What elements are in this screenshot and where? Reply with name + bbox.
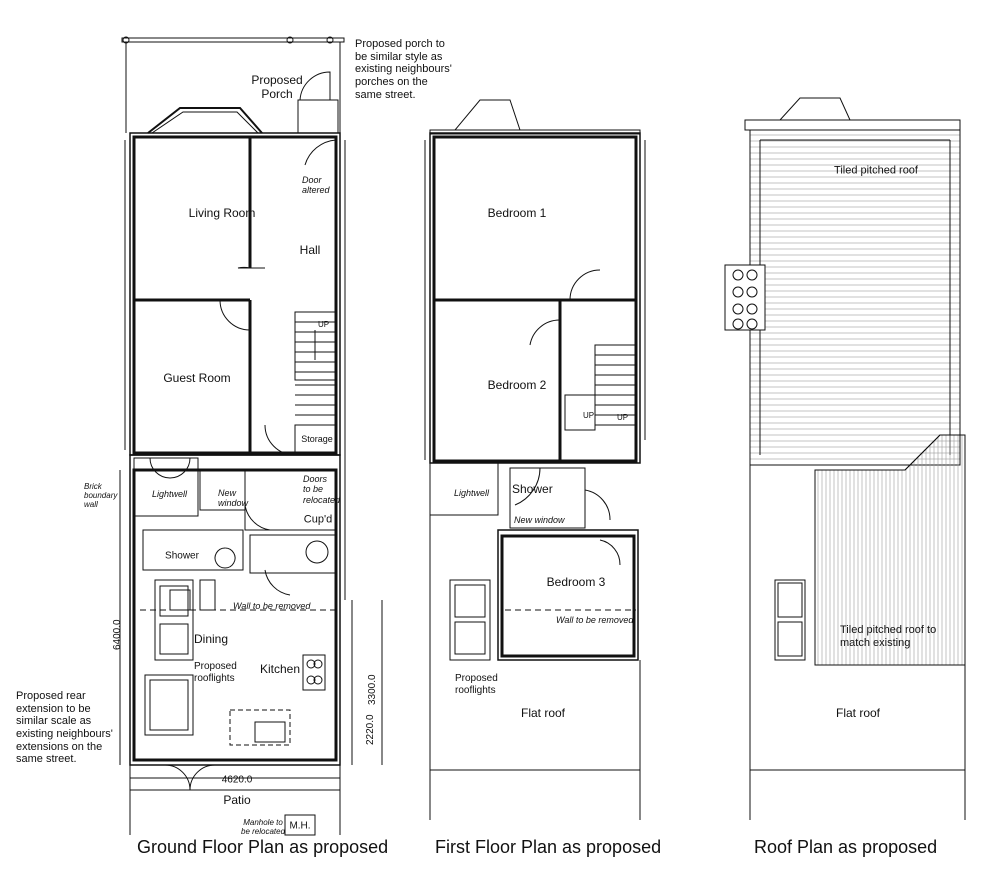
first-bay-roof	[455, 100, 520, 130]
first-shower-label: Shower	[512, 482, 553, 496]
tiled-match-label: Tiled pitched roof to match existing	[840, 624, 937, 649]
dim-2220-label: 2220.0	[365, 714, 376, 745]
ground-floor-plan	[120, 37, 382, 835]
first-up-label-1: UP	[583, 411, 595, 420]
porch-note: Proposed porch to be similar style as existing neighbours' porches on the same street.	[355, 38, 452, 101]
living-room-label: Living Room	[188, 206, 256, 221]
bedroom3-label: Bedroom 3	[546, 575, 606, 590]
dining-table-rooflight	[155, 580, 193, 660]
first-rooflights-label: Proposed rooflights	[455, 673, 498, 696]
bedroom1-label: Bedroom 1	[487, 206, 547, 221]
first-flat-roof-label: Flat roof	[520, 706, 566, 721]
first-rooflight-pane	[455, 622, 485, 654]
kitchen-label: Kitchen	[259, 662, 301, 677]
manhole-label: Manhole to be relocated	[241, 818, 286, 837]
kitchen-door-swing	[265, 570, 290, 595]
first-up-label-2: UP	[617, 413, 629, 422]
cupd-label: Cup'd	[303, 513, 333, 526]
ground-up-label: UP	[318, 320, 330, 329]
storage-label: Storage	[301, 433, 333, 444]
chimney-stack	[725, 265, 765, 330]
porch-door-swing	[300, 72, 330, 100]
basin-symbol	[215, 548, 235, 568]
ground-lightwell-label: Lightwell	[152, 489, 188, 499]
porch-outline	[298, 100, 338, 133]
sink-symbol	[255, 722, 285, 742]
shower-door	[585, 490, 610, 520]
door-altered-label: Door altered	[302, 175, 330, 196]
roof-bay	[780, 98, 850, 120]
first-rooflight	[450, 580, 490, 660]
first-floor-title: First Floor Plan as proposed	[435, 837, 662, 857]
sofa-seat	[150, 680, 188, 730]
ground-shower-label: Shower	[165, 550, 199, 562]
bedroom3-outer	[498, 530, 638, 660]
guest-room-label: Guest Room	[163, 371, 231, 386]
patio-label: Patio	[223, 793, 251, 808]
roof-front-edge	[745, 120, 960, 130]
roof-plan-title: Roof Plan as proposed	[754, 837, 938, 857]
storage-door-swing	[265, 425, 295, 455]
guest-door-swing	[220, 300, 250, 330]
front-boundary	[122, 38, 344, 42]
dining-label: Dining	[193, 632, 229, 647]
first-outer-wall	[430, 133, 640, 463]
main-roof-tiles	[750, 130, 960, 465]
chair-symbol	[200, 580, 215, 610]
ground-rooflights-label: Proposed rooflights	[194, 661, 237, 684]
bed2-door	[530, 320, 560, 345]
cupd-room	[250, 535, 336, 573]
new-window-label: New window	[218, 488, 249, 509]
boiler-symbol	[306, 541, 328, 563]
hob-symbol	[303, 655, 325, 690]
dim-6400-label: 6400.0	[112, 619, 123, 650]
chair-symbol	[170, 590, 190, 610]
roof-flat-roof-label: Flat roof	[835, 706, 881, 721]
dim-4620-label: 4620.0	[221, 774, 253, 786]
brick-boundary-label: Brick boundary wall	[84, 482, 118, 510]
first-wall-removed-label: Wall to be removed	[556, 615, 634, 625]
bedroom2-label: Bedroom 2	[487, 378, 547, 393]
rooflight-pane	[160, 624, 188, 654]
ground-floor-title: Ground Floor Plan as proposed	[137, 837, 389, 857]
dim-3300-label: 3300.0	[367, 674, 378, 705]
bed3-door	[600, 540, 620, 565]
first-rooflight-pane	[455, 585, 485, 617]
roof-rooflight	[775, 580, 805, 660]
mh-label: M.H.	[289, 820, 311, 832]
sofa-symbol	[145, 675, 193, 735]
cupd-door-swing	[245, 505, 270, 530]
proposed-porch-label: Proposed Porch	[251, 73, 303, 101]
first-lightwell-label: Lightwell	[454, 488, 490, 498]
bay-window-inner	[152, 112, 258, 133]
bedroom3-inner	[502, 536, 634, 656]
lightwell-doors	[150, 458, 190, 478]
first-stair-treads	[595, 355, 636, 415]
extension-note: Proposed rear extension to be similar scale as existing neighbours' extensions on the same street.	[16, 690, 113, 766]
kitchen-counter	[230, 710, 290, 745]
ground-wall-removed-label: Wall to be removed	[233, 601, 311, 611]
hall-label: Hall	[299, 243, 321, 258]
bed1-door	[570, 270, 600, 300]
tiled-roof-label: Tiled pitched roof	[834, 164, 918, 177]
front-door-swing	[305, 140, 336, 165]
first-new-window-label: New window	[514, 515, 565, 525]
doors-relocated-label: Doors to be relocated	[303, 474, 341, 505]
